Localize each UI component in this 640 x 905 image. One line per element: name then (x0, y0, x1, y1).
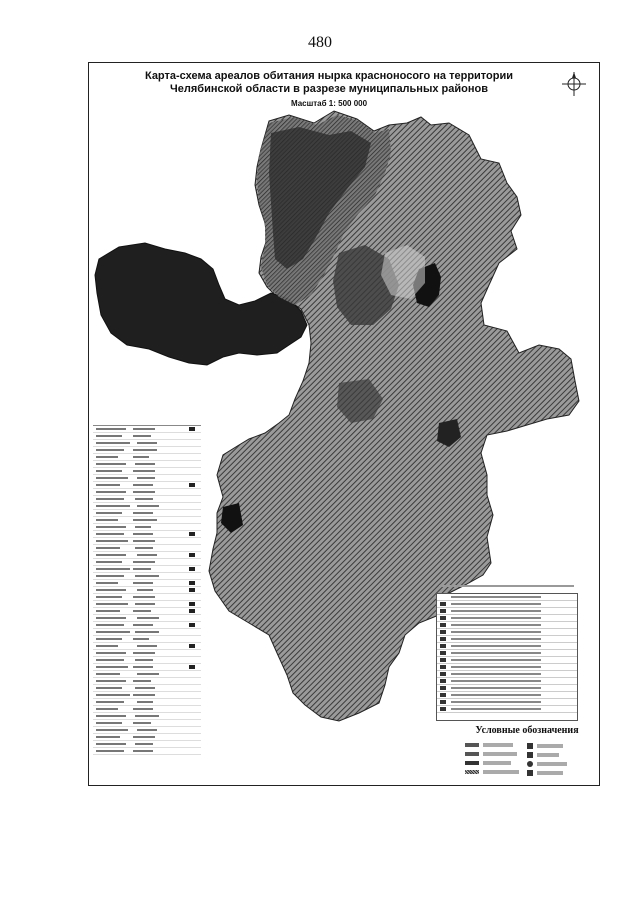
table-row (93, 510, 201, 517)
legend-label (483, 770, 519, 774)
legend-symbol (465, 770, 479, 774)
table-row (93, 727, 201, 734)
table-row (93, 615, 201, 622)
table-row (93, 720, 201, 727)
map-frame (88, 62, 600, 786)
legend-label (483, 752, 517, 756)
table-row (437, 615, 577, 622)
table-row (93, 496, 201, 503)
table-row (93, 699, 201, 706)
table-row (93, 503, 201, 510)
map-scale: Масштаб 1: 500 000 (290, 99, 368, 108)
table-row (93, 622, 201, 629)
left-data-table (93, 411, 201, 771)
legend-symbol (527, 761, 533, 767)
table-row (437, 685, 577, 692)
right-table-caption (439, 585, 574, 593)
map-title-line2: Челябинской области в разрезе муниципальных районов (170, 83, 488, 95)
right-data-table (436, 593, 578, 721)
legend-label (537, 744, 563, 748)
legend-symbol (527, 752, 533, 758)
table-row (93, 482, 201, 489)
table-row (437, 594, 577, 601)
legend-symbol (527, 743, 533, 749)
table-row (93, 706, 201, 713)
map-title-line1: Карта-схема ареалов обитания нырка красноносого на территории (144, 70, 514, 82)
table-row (437, 657, 577, 664)
table-row (437, 608, 577, 615)
left-table-header (93, 411, 201, 426)
table-row (93, 447, 201, 454)
table-row (93, 426, 201, 433)
map-legend (463, 725, 591, 781)
compass-rose-icon (561, 71, 587, 97)
table-row (437, 601, 577, 608)
table-row (93, 489, 201, 496)
table-row (437, 622, 577, 629)
table-row (93, 559, 201, 566)
table-row (93, 741, 201, 748)
table-row (93, 552, 201, 559)
map-title (129, 70, 529, 96)
table-row (437, 643, 577, 650)
legend-title: Условные обозначения (475, 725, 579, 736)
table-row (93, 454, 201, 461)
table-row (93, 531, 201, 538)
table-row (93, 713, 201, 720)
page-number: 480 (308, 34, 332, 51)
table-row (93, 629, 201, 636)
table-row (93, 566, 201, 573)
table-row (93, 573, 201, 580)
table-row (93, 664, 201, 671)
table-row (437, 629, 577, 636)
table-row (437, 692, 577, 699)
table-row (93, 643, 201, 650)
legend-symbol (465, 761, 479, 765)
legend-label (537, 762, 567, 766)
table-row (93, 678, 201, 685)
table-row (93, 594, 201, 601)
table-row (93, 734, 201, 741)
table-row (437, 678, 577, 685)
table-row (93, 608, 201, 615)
table-row (93, 587, 201, 594)
legend-symbol (465, 743, 479, 747)
legend-symbol (527, 770, 533, 776)
legend-symbol (465, 752, 479, 756)
legend-label (483, 743, 513, 747)
table-row (437, 650, 577, 657)
table-row (437, 671, 577, 678)
table-row (93, 650, 201, 657)
table-row (93, 692, 201, 699)
table-row (437, 706, 577, 713)
table-row (437, 699, 577, 706)
table-row (93, 636, 201, 643)
table-row (93, 468, 201, 475)
legend-label (537, 753, 559, 757)
table-row (93, 524, 201, 531)
table-row (93, 517, 201, 524)
table-row (93, 601, 201, 608)
table-row (93, 671, 201, 678)
table-row (437, 664, 577, 671)
table-row (93, 545, 201, 552)
table-row (93, 440, 201, 447)
table-row (93, 475, 201, 482)
table-row (93, 748, 201, 755)
table-row (93, 538, 201, 545)
table-row (93, 433, 201, 440)
table-row (437, 636, 577, 643)
table-row (93, 657, 201, 664)
legend-label (537, 771, 563, 775)
legend-label (483, 761, 511, 765)
table-row (93, 461, 201, 468)
table-row (93, 580, 201, 587)
table-row (93, 685, 201, 692)
